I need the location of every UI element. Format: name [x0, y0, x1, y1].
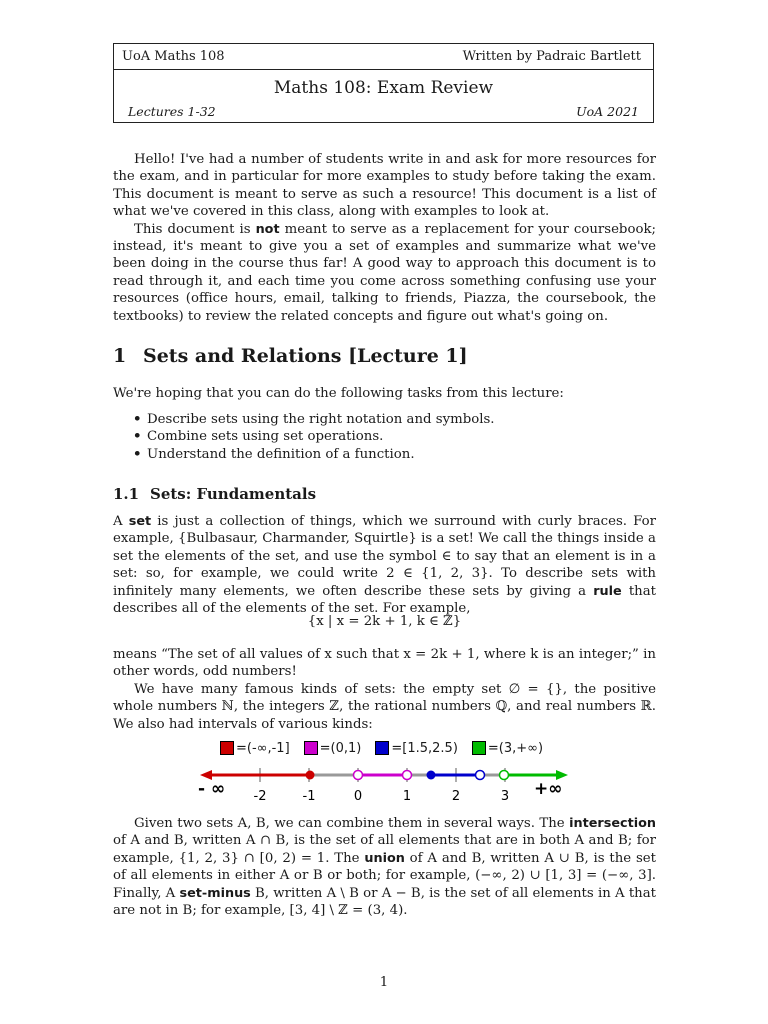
union-bold: union: [364, 850, 405, 866]
ops-c: of A and B, written A ∪ B, is the set of all elements in either A or B or both; for example, (−∞, 2) ∪ [1, 3] = (−∞, 3]. Finally, A: [113, 850, 656, 901]
display-equation: {x | x = 2k + 1, k ∈ ℤ}: [307, 614, 462, 629]
list-item: • Combine sets using set operations.: [133, 428, 495, 445]
set-operations-paragraph: [113, 815, 656, 919]
intro-paragraph-2: [113, 221, 656, 325]
open-point-3: [500, 771, 509, 780]
sets-p1-a: A: [113, 514, 129, 529]
ops-b: of A and B, written A ∩ B, is the set of all elements that are in both A and B; for example, {1, 2, 3} ∩ [0, 2) = 1. The: [113, 833, 656, 866]
lectures-label: Lectures 1-32: [128, 104, 216, 119]
number-line: [196, 762, 576, 808]
page-number: 1: [379, 975, 389, 990]
year-label: UoA 2021: [576, 104, 639, 119]
section-title: Sets and Relations [Lecture 1]: [143, 345, 468, 367]
legend-label: =(0,1): [319, 740, 362, 756]
intersection-bold: intersection: [569, 816, 656, 831]
ops-d: B, written A \ B or A − B, is the set of all elements in A that are not in B; for example, [3, 4] \ ℤ = (3, 4).: [113, 885, 657, 919]
document-title: Maths 108: Exam Review: [273, 78, 494, 98]
subsection-title: Sets: Fundamentals: [150, 485, 317, 503]
sets-paragraph: [113, 513, 656, 617]
sets-p1-b: is just a collection of things, which we surround with curly braces. For example, {Bulbasaur, Charmander, Squirtle} is a set! We call the things inside a set the elements of the set, and use the symbol ∈ to say that an element is in a set: so, for example, we could write 2 ∈ {1, 2, 3}. To describe sets with infinitely many elements, we often describe these sets by giving a: [113, 514, 656, 599]
odd-numbers-text: means “The set of all values of x such that x = 2k + 1, where k is an integer;” in other words, odd numbers!: [113, 647, 656, 680]
author-label: Written by Padraic Bartlett: [462, 49, 641, 64]
section-lead-text: We're hoping that you can do the following tasks from this lecture:: [113, 386, 564, 401]
header-divider: [114, 69, 653, 70]
legend-label: =(3,+∞): [487, 740, 544, 756]
intro-p2-start: This document is: [134, 221, 256, 237]
legend-swatch-red: [220, 741, 234, 755]
legend-swatch-blue: [375, 741, 389, 755]
famous-sets-text: We have many famous kinds of sets: the empty set ∅ = {}, the positive whole numbers ℕ, the integers ℤ, the rational numbers ℚ, and real numbers ℝ. We also had intervals of various kinds:: [113, 681, 656, 732]
task-list: [133, 411, 495, 463]
intro-p2-end: meant to serve as a replacement for your coursebook; instead, it's meant to give you a set of examples and summarize what we've been doing in the course thus far! A good way to approach this document is to read through it, and each time you come across something confusing use your resources (office hours, email, talking to friends, Piazza, the coursebook, the textbooks) to review the related concepts and figure out what's going on.: [113, 221, 656, 324]
intro-paragraph-1: Hello! I've had a number of students write in and ask for more resources for the exam, and in particular for more examples to study before taking the exam. This document is meant to serve as such a resource! This document is a list of what we've covered in this class, along with examples to look at.: [113, 152, 656, 220]
intro-text: [113, 151, 656, 325]
tick-label: -2: [253, 789, 267, 804]
closed-point-1.5: [427, 771, 436, 780]
list-item: • Describe sets using the right notation and symbols.: [133, 411, 495, 428]
open-point-1: [403, 771, 412, 780]
open-point-2.5: [476, 771, 485, 780]
legend-swatch-green: [472, 741, 486, 755]
closed-point-minus1: [306, 771, 315, 780]
section-number: 1: [113, 345, 127, 367]
setminus-bold: set-minus: [179, 885, 251, 901]
tick-label: 2: [451, 789, 461, 804]
list-item: • Understand the definition of a function.: [133, 446, 495, 463]
pos-infinity-label: +∞: [534, 779, 563, 799]
legend-label: =[1.5,2.5): [391, 740, 458, 756]
legend-item: [472, 741, 543, 756]
intro-not-bold: not: [255, 221, 280, 237]
tick-label-group: [254, 789, 510, 804]
neg-infinity-label: - ∞: [198, 779, 226, 799]
sets-paragraph-2: [113, 646, 656, 733]
tick-label: -1: [302, 789, 316, 804]
section-lead: [113, 385, 656, 402]
legend-item: [220, 741, 290, 756]
sets-p1-c: that describes all of the elements of the set. For example,: [113, 583, 656, 617]
legend-item: [375, 741, 458, 756]
tick-label: 1: [402, 789, 412, 804]
legend-label: =(-∞,-1]: [236, 740, 290, 756]
tick-label: 0: [353, 789, 363, 804]
legend-item: [304, 741, 362, 756]
header-box: [113, 43, 654, 123]
subsection-heading: [113, 485, 316, 503]
sets-paragraph-1: [113, 513, 656, 617]
interval-legend: [220, 739, 557, 757]
set-bold: set: [128, 514, 152, 529]
section-heading: [113, 345, 468, 367]
tick-label: 3: [500, 789, 510, 804]
course-label: UoA Maths 108: [122, 49, 225, 64]
subsection-number: 1.1: [113, 485, 140, 503]
legend-swatch-magenta: [304, 741, 318, 755]
rule-bold: rule: [593, 583, 622, 599]
ops-a: Given two sets A, B, we can combine them in several ways. The: [134, 816, 570, 831]
open-point-0: [354, 771, 363, 780]
set-operations-text: [113, 815, 656, 919]
